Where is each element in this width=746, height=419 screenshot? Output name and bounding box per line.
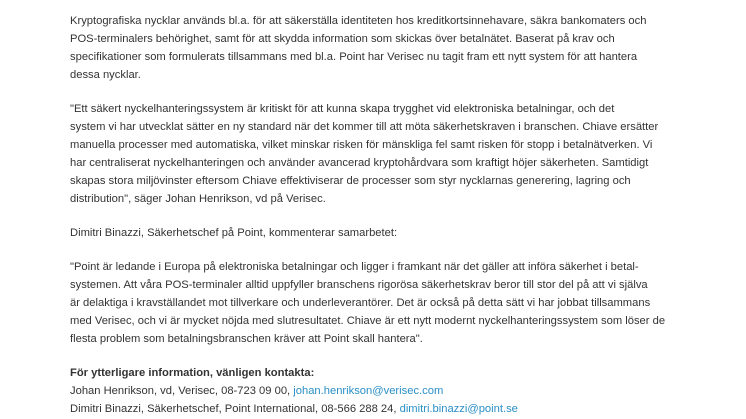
- contact-line-dimitri: [70, 400, 710, 418]
- email-link-johan[interactable]: johan.henrikson@verisec.com: [293, 385, 444, 397]
- paragraph-point-intro: [70, 224, 710, 242]
- paragraph-verisec-quote: [70, 100, 710, 208]
- text-line: Kryptografiska nycklar används bl.a. för att säkerställa identiteten hos kreditkortsinnehavare, säkra bankomaters och: [70, 15, 647, 27]
- text-line: har centraliserat nyckelhanteringen och använder avancerad kryptohårdvara som kraftigt höjer säkerheten. Samtidigt: [70, 157, 649, 169]
- text-line: flesta problem som betalningsbranschen kräver att Point skall hantera".: [70, 333, 423, 345]
- text-line: manuella processer med automatiska, vilket minskar risken för mänskliga fel samt risken för stopp i betalnätverken. Vi: [70, 139, 653, 151]
- text-line: "Ett säkert nyckelhanteringssystem är kritiskt för att kunna skapa trygghet vid elektroniska betalningar, och det: [70, 103, 615, 115]
- text-line: systemen. Att våra POS-terminaler alltid uppfyller branschens rigorösa säkerhetskrav beror till stor del på att vi själva: [70, 279, 648, 291]
- press-release-body: [70, 12, 710, 418]
- contact-heading: För ytterligare information, vänligen kontakta:: [70, 367, 315, 379]
- paragraph-point-quote: [70, 258, 710, 348]
- text-line: "Point är ledande i Europa på elektroniska betalningar och ligger i framkant när det gäller att införa säkerhet i betal-: [70, 261, 639, 273]
- contact-section: [70, 364, 710, 418]
- contact-details: Dimitri Binazzi, Säkerhetschef, Point International, 08-566 288 24,: [70, 403, 400, 415]
- email-link-dimitri[interactable]: dimitri.binazzi@point.se: [399, 403, 518, 415]
- text-line: dessa nycklar.: [70, 69, 141, 81]
- paragraph-intro: [70, 12, 710, 84]
- text-line: med Verisec, och vi är mycket nöjda med slutresultatet. Chiave är ett nytt modernt nyckelhanteringssystem som löser de: [70, 315, 666, 327]
- text-line: är delaktiga i kravställandet mot tillverkare och underleverantörer. Det är också på detta sätt vi har jobbat tillsammans: [70, 297, 651, 309]
- contact-details: Johan Henrikson, vd, Verisec, 08-723 09 00,: [70, 385, 294, 397]
- text-line: specifikationer som formulerats tillsammans med bl.a. Point har Verisec nu tagit fram ett nytt system för att hantera: [70, 51, 638, 63]
- text-line: system vi har utvecklat sätter en ny standard när det kommer till att möta säkerhetskraven i branschen. Chiave ersätter: [70, 121, 659, 133]
- text-line: skapas stora miljövinster eftersom Chiave effektiviserar de processer som styr nycklarnas generering, lagring och: [70, 175, 631, 187]
- text-line: distribution", säger Johan Henrikson, vd på Verisec.: [70, 193, 326, 205]
- text-line: POS-terminalers behörighet, samt för att skydda information som skickas över betalnätet. Baserat på krav och: [70, 33, 615, 45]
- text-line: Dimitri Binazzi, Säkerhetschef på Point, kommenterar samarbetet:: [70, 227, 398, 239]
- contact-line-johan: [70, 382, 710, 400]
